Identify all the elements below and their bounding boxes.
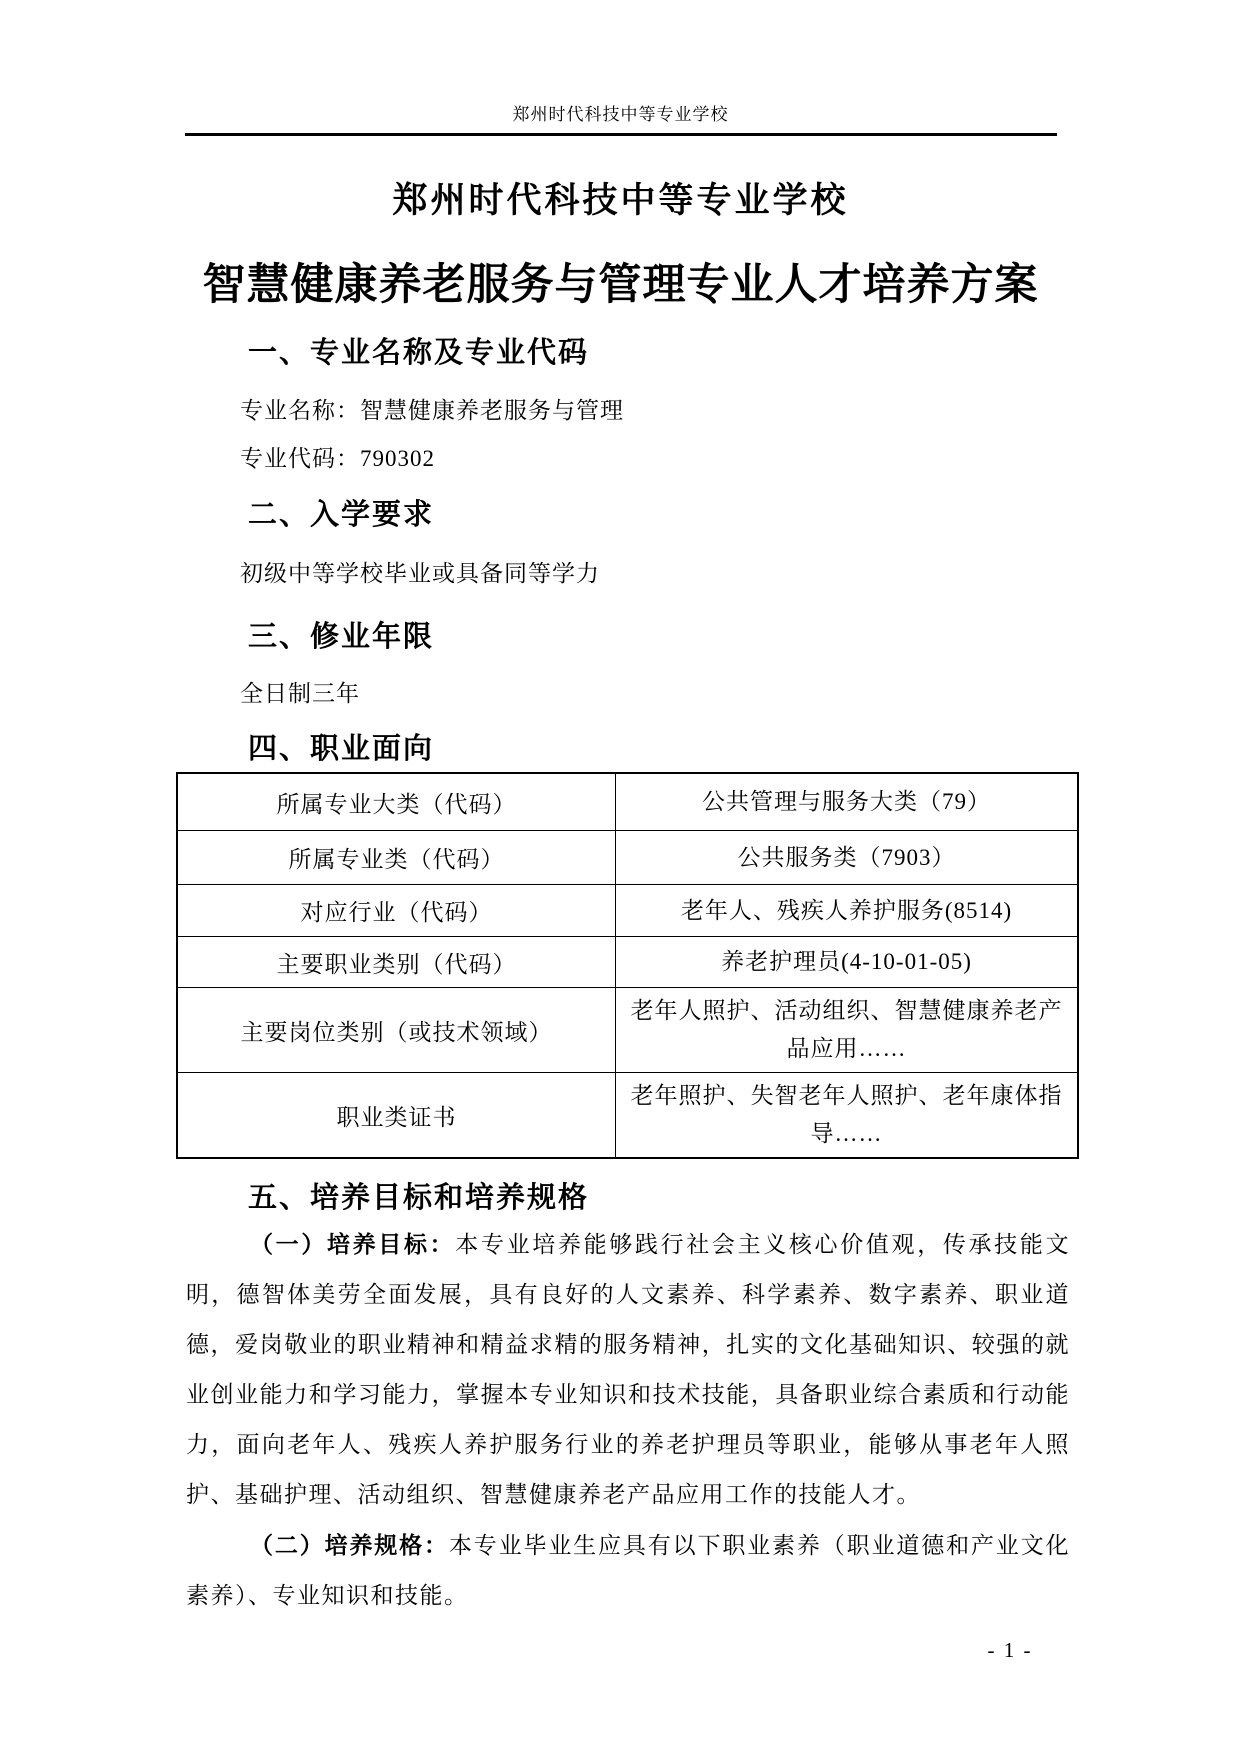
table-value-cell: 公共管理与服务大类（79） <box>702 789 991 814</box>
entry-requirement-line: 初级中等学校毕业或具备同等学力 <box>240 561 600 586</box>
section-heading-study-duration: 三、修业年限 <box>248 621 435 653</box>
career-orientation-table <box>176 772 1079 1159</box>
major-code-line: 专业代码：790302 <box>240 446 435 471</box>
table-row <box>178 1072 1077 1157</box>
table-label-cell: 主要岗位类别（或技术领域） <box>178 988 616 1072</box>
section-heading-training-goals: 五、培养目标和培养规格 <box>248 1182 590 1214</box>
table-label-cell: 所属专业大类（代码） <box>178 774 616 830</box>
table-label-cell: 对应行业（代码） <box>178 885 616 936</box>
school-title: 郑州时代科技中等专业学校 <box>392 181 849 220</box>
table-value-cell: 老年人照护、活动组织、智慧健康养老产品应用…… <box>630 998 1063 1061</box>
section-heading-major-name-code: 一、专业名称及专业代码 <box>248 337 590 369</box>
table-value-cell: 养老护理员(4-10-01-05) <box>721 949 972 974</box>
table-row <box>178 987 1077 1072</box>
program-title: 智慧健康养老服务与管理专业人才培养方案 <box>202 261 1039 309</box>
paragraph-lead: （一）培养目标： <box>250 1231 456 1257</box>
table-row <box>178 830 1077 884</box>
table-value-cell: 老年照护、失智老年人照护、老年康体指导…… <box>630 1083 1063 1146</box>
table-row <box>178 774 1077 830</box>
table-row <box>178 936 1077 987</box>
table-label-cell: 主要职业类别（代码） <box>178 937 616 987</box>
table-label-cell: 所属专业类（代码） <box>178 831 616 884</box>
training-spec-paragraph <box>186 1520 1070 1621</box>
section-heading-career-orientation: 四、职业面向 <box>248 733 435 765</box>
header-rule-divider <box>185 133 1057 136</box>
table-value-cell: 公共服务类（7903） <box>737 844 956 870</box>
study-duration-line: 全日制三年 <box>240 681 360 706</box>
table-value-cell: 老年人、残疾人养护服务(8514) <box>680 897 1013 923</box>
training-goal-paragraph <box>186 1219 1070 1520</box>
page-number: - 1 - <box>987 1638 1033 1662</box>
paragraph-body: 本专业培养能够践行社会主义核心价值观，传承技能文明，德智体美劳全面发展，具有良好的人文素养、科学素养、数字素养、职业道德，爱岗敬业的职业精神和精益求精的服务精神，扎实的文化基础知识、较强的就业创业能力和学习能力，掌握本专业知识和技术技能，具备职业综合素质和行动能力，面向老年人、残疾人养护服务行业的养老护理员等职业，能够从事老年人照护、基础护理、活动组织、智慧健康养老产品应用工作的技能人才。 <box>186 1232 1071 1507</box>
major-name-line: 专业名称：智慧健康养老服务与管理 <box>240 398 624 423</box>
paragraph-body: 本专业毕业生应具有以下职业素养（职业道德和产业文化素养）、专业知识和技能。 <box>186 1533 1070 1608</box>
table-label-cell: 职业类证书 <box>178 1073 616 1157</box>
table-row <box>178 884 1077 936</box>
section-heading-entry-requirements: 二、入学要求 <box>248 499 435 531</box>
running-header: 郑州时代科技中等专业学校 <box>512 105 729 124</box>
paragraph-lead: （二）培养规格： <box>250 1532 449 1558</box>
